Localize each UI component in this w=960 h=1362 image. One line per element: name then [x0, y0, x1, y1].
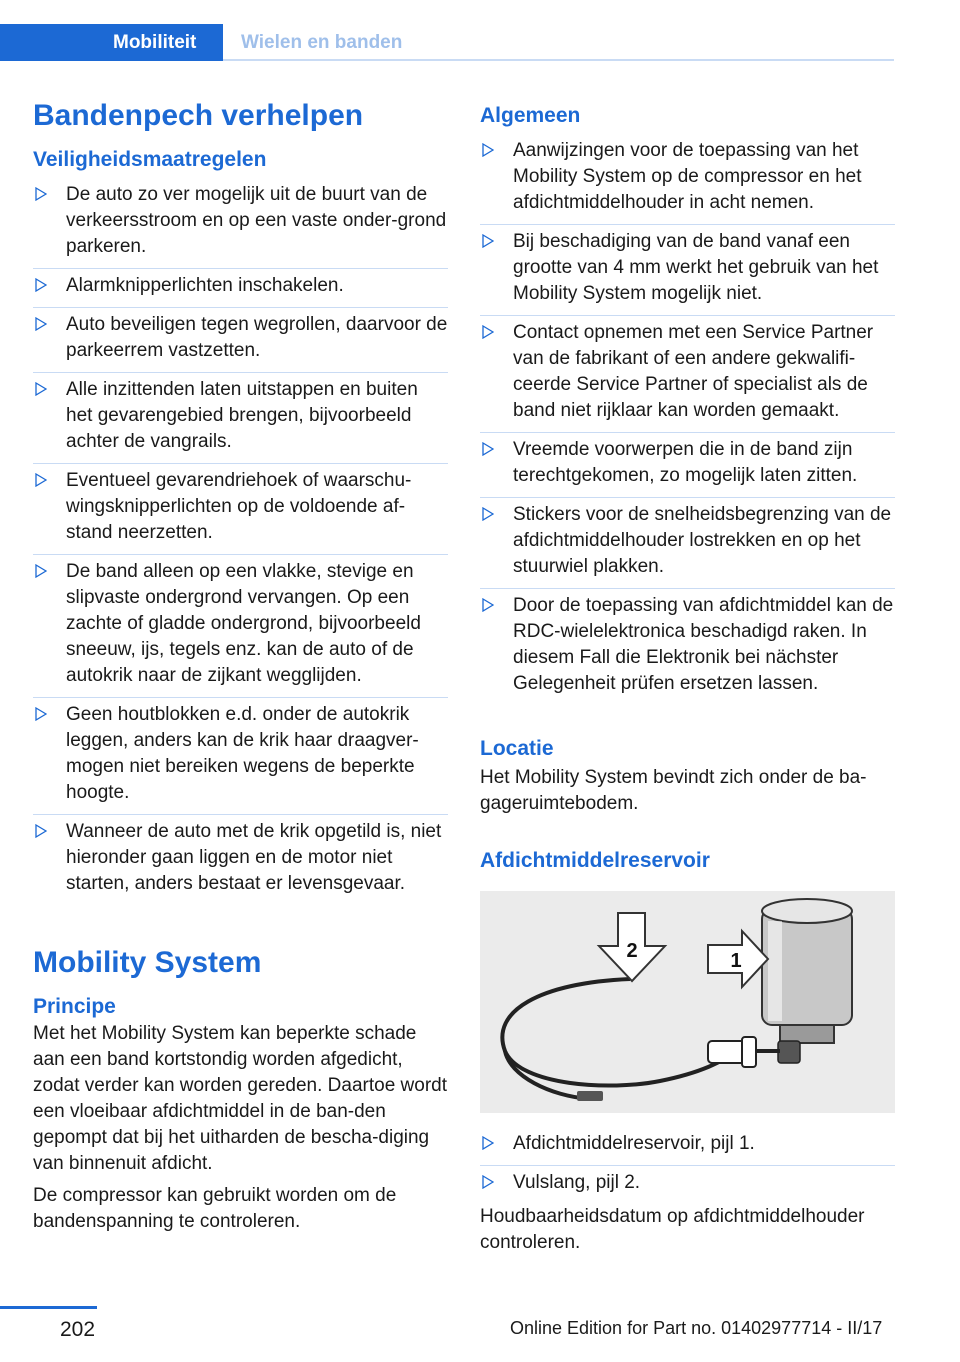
list-item-text: Vulslang, pijl 2. [513, 1172, 641, 1193]
list-item [33, 308, 448, 373]
list-item [33, 815, 448, 905]
list-item [480, 433, 895, 498]
list-item [480, 498, 895, 589]
triangle-bullet-icon [35, 317, 47, 331]
location-heading: Locatie [480, 737, 554, 760]
reservoir-list [480, 1127, 895, 1204]
list-item [33, 464, 448, 555]
list-item-text: Wanneer de auto met de krik opgetild is, niet hieronder gaan liggen en de motor niet starten, anders bestaat er levensgevaar. [66, 821, 442, 894]
section-tab: Mobiliteit [0, 24, 223, 61]
triangle-bullet-icon [35, 564, 47, 578]
list-item-text: Door de toepassing van afdichtmiddel kan de RDC-wielelektronica beschadigd raken. In diesem Fall die Elektronik bei nächster Gelegenheit prüfen ersetzen lassen. [513, 595, 894, 694]
list-item [33, 698, 448, 815]
list-item [33, 269, 448, 308]
list-item [33, 555, 448, 698]
right-column [480, 96, 895, 1256]
principle-paragraph: Met het Mobility System kan beperkte schade aan een band kortstondig worden afgedicht, zodat verder kan worden gereden. Daartoe wordt een vloeibaar afdichtmiddel in de ban-den gepompt dat bij het uitharden de bescha-diging van binnenuit afdicht. [33, 1023, 448, 1174]
list-item [480, 1166, 895, 1204]
triangle-bullet-icon [482, 143, 494, 157]
reservoir-lid [762, 899, 852, 923]
list-item [480, 134, 895, 225]
illustration-drawing [480, 891, 895, 1113]
edition-note: Online Edition for Part no. 01402977714 - II/17 [510, 1318, 883, 1338]
arrow-2-label: 2 [626, 940, 638, 962]
hose-end [505, 1051, 590, 1099]
triangle-bullet-icon [35, 382, 47, 396]
list-item [480, 1127, 895, 1166]
list-item-text: Geen houtblokken e.d. onder de autokrik leggen, anders kan de krik haar draagver-mogen niet bereiken wegens de beperkte hoogte. [66, 704, 419, 803]
page-title: Bandenpech verhelpen [33, 99, 364, 132]
compressor-paragraph: De compressor kan gebruikt worden om de bandenspanning te controleren. [33, 1185, 397, 1232]
list-item-text: De auto zo ver mogelijk uit de buurt van de verkeersstroom en op een vaste onder-grond parkeren. [66, 184, 447, 257]
list-item [480, 589, 895, 705]
valve-nut [742, 1037, 756, 1067]
subsection-tab: Wielen en banden [241, 32, 403, 53]
triangle-bullet-icon [482, 1136, 494, 1150]
principle-heading: Principe [33, 995, 116, 1018]
page-header [0, 0, 960, 64]
hose-line [502, 979, 735, 1086]
general-list [480, 134, 895, 705]
triangle-bullet-icon [482, 1175, 494, 1189]
safety-list [33, 178, 448, 905]
reservoir-port [778, 1041, 800, 1063]
list-item-text: Eventueel gevarendriehoek of waarschu-wingsknipperlichten op de voldoende af-stand neerzetten. [66, 470, 412, 543]
footer-rule [0, 1306, 97, 1309]
mobility-title: Mobility System [33, 946, 262, 979]
list-item-text: De band alleen op een vlakke, stevige en slipvaste ondergrond vervangen. Op een zachte of gladde ondergrond, bijvoorbeeld sneeuw, ijs, tegels enz. kan de auto of de autokrik naar de zijkant wegglijden. [66, 561, 421, 686]
list-item-text: Auto beveiligen tegen wegrollen, daarvoor de parkeerrem vastzetten. [66, 314, 448, 361]
list-item-text: Afdichtmiddelreservoir, pijl 1. [513, 1133, 755, 1154]
safety-heading: Veiligheidsmaatregelen [33, 148, 267, 171]
location-text: Het Mobility System bevindt zich onder de ba-gageruimtebodem. [480, 767, 867, 814]
list-item-text: Vreemde voorwerpen die in de band zijn terechtgekomen, zo mogelijk laten zitten. [513, 439, 858, 486]
triangle-bullet-icon [35, 473, 47, 487]
triangle-bullet-icon [35, 278, 47, 292]
general-heading: Algemeen [480, 104, 581, 127]
list-item [33, 373, 448, 464]
hose-connector [577, 1091, 603, 1101]
triangle-bullet-icon [35, 707, 47, 721]
triangle-bullet-icon [482, 325, 494, 339]
list-item-text: Alle inzittenden laten uitstappen en buiten het gevarengebied brengen, bijvoorbeeld achter de vangrails. [66, 379, 418, 452]
triangle-bullet-icon [35, 187, 47, 201]
list-item-text: Alarmknipperlichten inschakelen. [66, 275, 344, 296]
left-column [33, 96, 448, 1235]
triangle-bullet-icon [482, 507, 494, 521]
triangle-bullet-icon [482, 234, 494, 248]
list-item [480, 316, 895, 433]
list-item-text: Bij beschadiging van de band vanaf een grootte van 4 mm werkt het gebruik van het Mobility System mogelijk niet. [513, 231, 879, 304]
list-item [480, 225, 895, 316]
mobility-system-illustration [480, 891, 895, 1113]
arrow-1-label: 1 [730, 950, 742, 972]
list-item-text: Aanwijzingen voor de toepassing van het Mobility System op de compressor en het afdichtmiddelhouder in acht nemen. [513, 140, 862, 213]
triangle-bullet-icon [482, 598, 494, 612]
triangle-bullet-icon [35, 824, 47, 838]
list-item-text: Contact opnemen met een Service Partner van de fabrikant of een andere gekwalifi-ceerde Service Partner of specialist als de band niet rijklaar kan worden gemaakt. [513, 322, 874, 421]
header-rule [223, 59, 894, 61]
expiry-text: Houdbaarheidsdatum op afdichtmiddelhouder controleren. [480, 1206, 865, 1253]
page-number: 202 [60, 1318, 96, 1341]
list-item-text: Stickers voor de snelheidsbegrenzing van de afdichtmiddelhouder lostrekken en op het stuurwiel plakken. [513, 504, 892, 577]
list-item [33, 178, 448, 269]
triangle-bullet-icon [482, 442, 494, 456]
reservoir-heading: Afdichtmiddelreservoir [480, 849, 710, 872]
reservoir-highlight [768, 921, 782, 1021]
